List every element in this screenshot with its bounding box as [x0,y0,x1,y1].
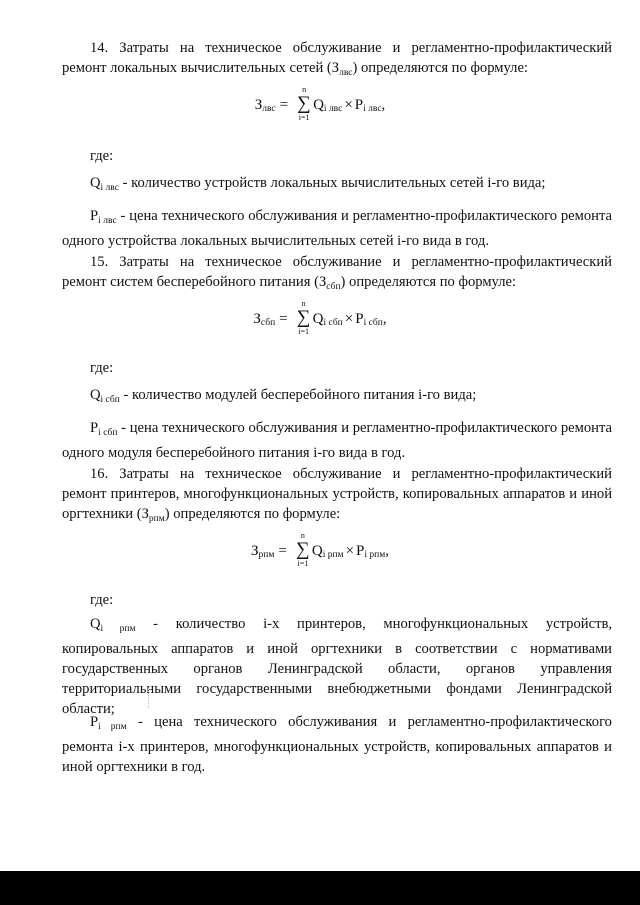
formula-rpm: Зрпм = n ∑ i=1 Qi рпм × Pi рпм, [251,531,389,568]
definition-q-sbp: $Q_{i сбп}$ - количество модулей бесперебойного питания i-го вида; [90,387,477,405]
section-14-intro: 14. Затраты на техническое обслуживание и регламентно-профилактический ремонт локальных вычислительных сетей $(З_{лвс})$ определяются по формуле: [62,40,612,78]
definition-q-rpm: $Q_{i рпм}$ - количество i-х принтеров, многофункциональных устройств, копировальных аппаратов и иной оргтехники в соответствии с нормативами государственных органов Ленинградской области, органов управления территориальными государственными внебюджетными фондами Ленинградской области; [62,616,612,717]
scan-bottom-edge [0,871,640,905]
definition-p-lvs: $P_{i лвс}$ - цена технического обслуживания и регламентно-профилактического ремонта одного устройства локальных вычислительных сетей i-го вида в год. [62,208,612,249]
summation-sign: n ∑ i=1 [297,85,311,122]
definition-p-sbp: $P_{i сбп}$ - цена технического обслуживания и регламентно-профилактического ремонта одного модуля бесперебойного питания i-го вида в год. [62,420,612,461]
formula-lvs: Злвс = n ∑ i=1 Qi лвс × Pi лвс, [254,85,386,122]
where-label: где: [90,148,114,164]
definition-p-rpm: $P_{i рпм}$ - цена технического обслуживания и регламентно-профилактического ремонта i-х принтеров, многофункциональных устройств, копировальных аппаратов и иной оргтехники в год. [62,714,612,775]
section-16-intro: 16. Затраты на техническое обслуживание и регламентно-профилактический ремонт принтеров, многофункциональных устройств, копировальных аппаратов и иной оргтехники $(З_{рпм})$ определяются по формуле: [62,466,612,524]
scan-artifact-mark [148,688,151,708]
summation-sign: n ∑ i=1 [296,531,310,568]
where-label: где: [90,360,114,376]
formula-sbp: Зсбп = n ∑ i=1 Qi сбп × Pi сбп, [253,299,387,336]
section-15-intro: 15. Затраты на техническое обслуживание и регламентно-профилактический ремонт систем бесперебойного питания $(З_{сбп})$ определяются по формуле: [62,254,612,292]
where-label: где: [90,592,114,608]
summation-sign: n ∑ i=1 [296,299,311,336]
definition-q-lvs: $Q_{i лвс}$ - количество устройств локальных вычислительных сетей i-го вида; [90,175,546,193]
